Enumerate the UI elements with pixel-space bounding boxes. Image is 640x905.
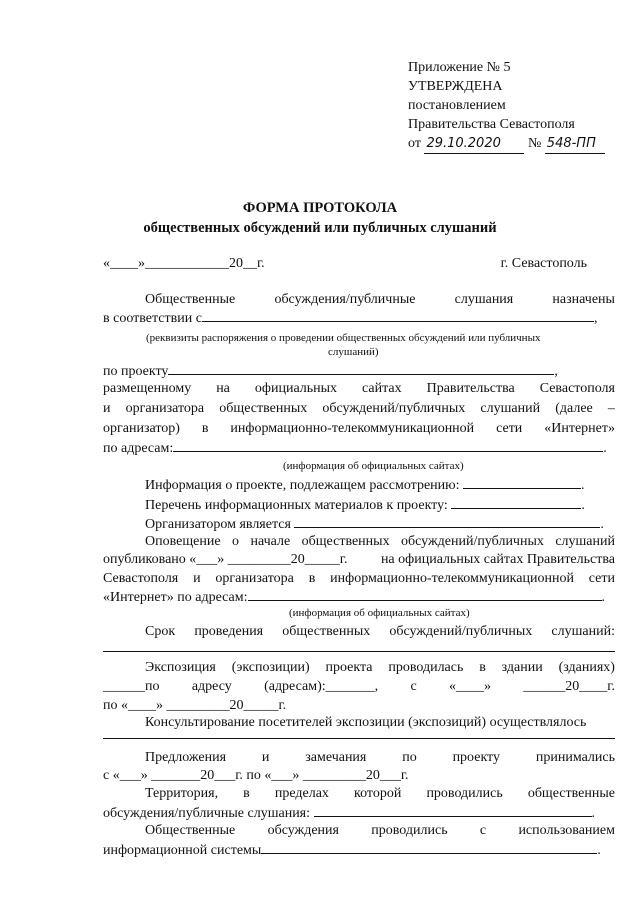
- title-sub: общественных обсуждений или публичных слушаний: [143, 220, 497, 236]
- p1-hint-1: (реквизиты распоряжения о проведении общественных обсуждений или публичных: [146, 332, 541, 344]
- city: г. Севастополь: [500, 256, 587, 271]
- fill-in-blank: [294, 515, 600, 528]
- text-word: «Интернет» по адресам:: [103, 590, 248, 605]
- text-word: официальных: [254, 381, 338, 396]
- decree-date-row: [408, 134, 605, 154]
- text-word: Правительства: [426, 381, 515, 396]
- expo-line2: [103, 678, 615, 696]
- approved-label: УТВЕРЖДЕНА: [408, 79, 503, 94]
- fill-in-blank: [463, 476, 581, 489]
- text-word: замечания: [305, 750, 367, 765]
- appendix-block: [408, 58, 605, 154]
- text-word: Севастополя: [539, 381, 615, 396]
- text-word: Предложения: [145, 750, 227, 765]
- text-word: Севастополя: [103, 571, 179, 586]
- text-word: ______20____г.: [523, 679, 615, 694]
- p1-line1: [103, 291, 615, 309]
- document-title: [0, 198, 640, 238]
- text-word: опубликовано «___» _________20_____г.: [103, 552, 348, 567]
- info-project-row: Информация о проекте, подлежащем рассмотрению: .: [145, 478, 585, 493]
- text-word: информационно-телекоммуникационной: [330, 571, 574, 586]
- expo-line1: [103, 659, 615, 677]
- system-line1: [103, 822, 615, 840]
- text-word: проведения: [194, 624, 264, 639]
- p2-line1: по проекту ,: [103, 364, 558, 379]
- text-word: использованием: [518, 823, 615, 838]
- text-word: (зданиях): [558, 660, 615, 675]
- p2-line5: по адресам: .: [103, 441, 607, 456]
- text-word: с: [410, 679, 417, 694]
- text-word: ______по: [103, 679, 160, 694]
- text-word: –: [607, 401, 615, 416]
- text-word: которой: [354, 786, 402, 801]
- organizer-row: Организатором является .: [145, 517, 604, 532]
- territory-line1: [103, 785, 615, 803]
- text-word: «Интернет»: [544, 421, 615, 436]
- proposals-line2: с «___» _______20___г. по «___» _________20___г.: [103, 768, 409, 783]
- text-word: проводились: [371, 823, 448, 838]
- date-city-row: [103, 255, 615, 273]
- fill-in-blank: [451, 496, 581, 509]
- text-word: по проекту: [103, 364, 169, 379]
- text-word: пределах: [274, 786, 329, 801]
- text-word: Оповещение: [145, 534, 221, 549]
- text-word: слушаний: [555, 534, 615, 549]
- text-word: обсуждений/публичных: [401, 534, 544, 549]
- text-word: о: [232, 534, 239, 549]
- proposals-line1: [103, 749, 615, 767]
- title-main: ФОРМА ПРОТОКОЛА: [242, 200, 398, 216]
- territory-line2: обсуждения/публичные слушания: .: [103, 806, 596, 821]
- text-word: проводилась: [388, 660, 464, 675]
- decree-number: 548-ПП: [545, 134, 605, 154]
- expo-line3: по «____» _________20_____г.: [103, 698, 287, 713]
- system-line2: информационной системы .: [103, 843, 601, 858]
- text-word: в: [479, 660, 486, 675]
- text-word: проводились: [426, 786, 503, 801]
- text-word: и: [103, 401, 111, 416]
- text-word: принимались: [535, 750, 615, 765]
- text-word: обсуждения/публичные: [274, 292, 416, 307]
- text-word: в: [308, 571, 316, 586]
- text-word: в соответствии с: [103, 311, 202, 326]
- text-word: сети: [496, 421, 523, 436]
- notice-hint: (информация об официальных сайтах): [289, 607, 470, 619]
- text-word: проекту: [452, 750, 500, 765]
- p1-line2: в соответствии с ,: [103, 311, 598, 326]
- notice-line2: [103, 551, 615, 569]
- text-word: проекта: [325, 660, 373, 675]
- appendix-number: Приложение № 5: [408, 60, 511, 75]
- text-word: здании: [501, 660, 543, 675]
- fill-in-blank: [202, 309, 594, 322]
- notice-line1: [103, 533, 615, 551]
- text-word: Организатором является: [145, 517, 291, 532]
- text-word: Перечень информационных материалов к проекту:: [145, 498, 448, 513]
- p1-hint-2: слушаний): [328, 346, 379, 358]
- text-word: организатора: [125, 401, 205, 416]
- text-word: обсуждения: [267, 823, 339, 838]
- decree-date: 29.10.2020: [424, 134, 524, 154]
- text-word: (адресам):_______,: [264, 679, 379, 694]
- text-word: обсуждений/публичных: [322, 401, 466, 416]
- text-word: размещенному: [103, 381, 192, 396]
- decree-label: постановлением: [408, 98, 506, 113]
- text-word: обсуждения/публичные слушания:: [103, 806, 311, 821]
- text-word: общественные: [527, 786, 615, 801]
- text-word: адресу: [191, 679, 232, 694]
- text-word: в: [201, 421, 209, 436]
- fill-in-blank: [261, 841, 597, 854]
- text-word: (экспозиции): [231, 660, 310, 675]
- text-word: сайтах: [362, 381, 402, 396]
- text-word: «____»: [448, 679, 491, 694]
- text-word: Общественные: [145, 292, 236, 307]
- text-word: Общественные: [145, 823, 236, 838]
- text-word: на официальных сайтах Правительства: [380, 552, 615, 567]
- text-word: общественных: [282, 624, 371, 639]
- consult-blank-line: [103, 738, 615, 739]
- text-word: слушаний: [480, 401, 541, 416]
- fill-in-blank: [168, 362, 554, 375]
- p2-line2: [103, 380, 615, 398]
- text-word: и: [261, 750, 270, 765]
- text-word: слушаний:: [551, 624, 615, 639]
- p2-line4: [103, 420, 615, 438]
- p2-line3: [103, 400, 615, 418]
- text-word: по: [402, 750, 417, 765]
- text-word: сети: [588, 571, 615, 586]
- fill-in-blank: [173, 439, 603, 452]
- government-label: Правительства Севастополя: [408, 117, 575, 132]
- text-word: в: [243, 786, 250, 801]
- text-word: назначены: [552, 292, 615, 307]
- text-word: организатора: [215, 571, 294, 586]
- term-blank-line: [103, 651, 615, 652]
- text-word: с: [479, 823, 487, 838]
- text-word: Информация о проекте, подлежащем рассмотрению:: [145, 478, 460, 493]
- text-word: общественных: [219, 401, 308, 416]
- text-word: общественных: [301, 534, 390, 549]
- number-prefix: №: [527, 136, 542, 151]
- fill-in-blank: [248, 588, 602, 601]
- text-word: и: [193, 571, 201, 586]
- text-word: организатор): [103, 421, 180, 436]
- text-word: на: [216, 381, 230, 396]
- text-word: слушания: [454, 292, 514, 307]
- text-word: информационной системы: [103, 843, 262, 858]
- consult-row: Консультирование посетителей экспозиции (экспозиций) осуществлялось: [145, 715, 587, 730]
- text-word: Экспозиция: [145, 660, 216, 675]
- protocol-date: «____»____________20__г.: [103, 256, 265, 271]
- p2-hint: (информация об официальных сайтах): [283, 460, 464, 472]
- text-word: по адресам:: [103, 441, 174, 456]
- fill-in-blank: [314, 804, 592, 817]
- text-word: Территория,: [145, 786, 219, 801]
- text-word: обсуждений/публичных: [389, 624, 533, 639]
- text-word: начале: [250, 534, 291, 549]
- notice-line3: [103, 570, 615, 588]
- text-word: информационно-телекоммуникационной: [230, 421, 475, 436]
- date-prefix: от: [408, 136, 421, 151]
- info-list-row: Перечень информационных материалов к проекту: .: [145, 498, 585, 513]
- term-row: [103, 623, 615, 641]
- text-word: Срок: [145, 624, 176, 639]
- text-word: (далее: [555, 401, 593, 416]
- notice-line4: «Интернет» по адресам: .: [103, 590, 605, 605]
